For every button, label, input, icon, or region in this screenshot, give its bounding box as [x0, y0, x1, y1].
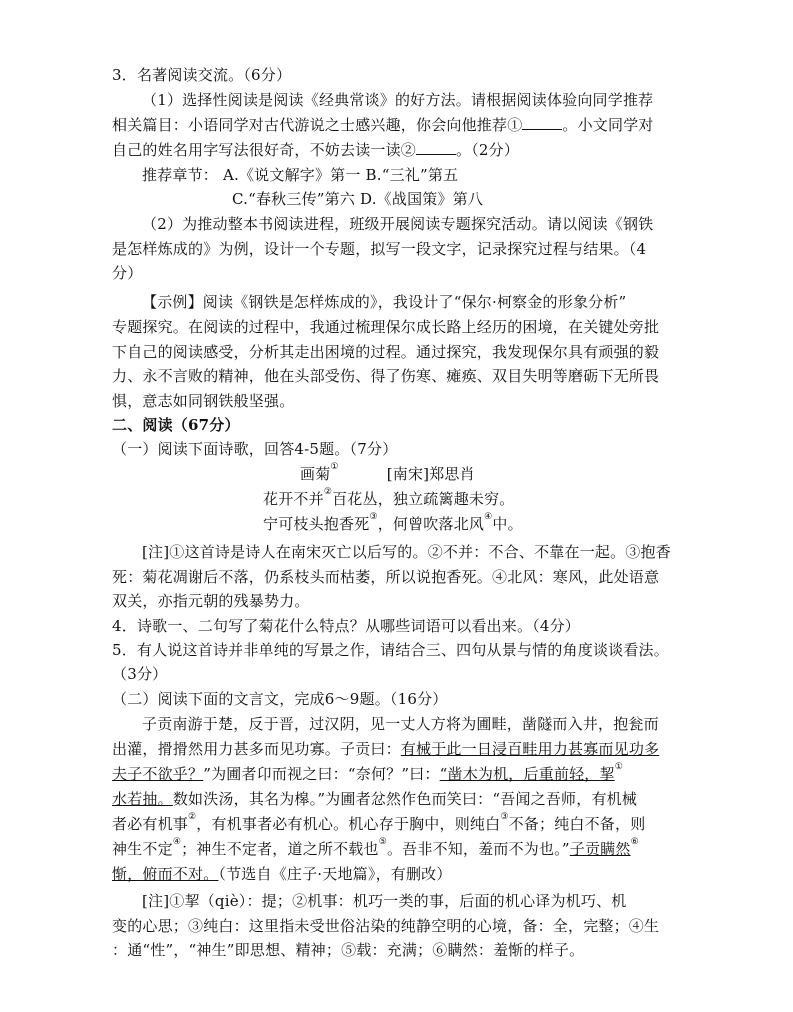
classical-text-line: 出灌，搰搰然用力甚多而见功寡。子贡曰：有械于此一日浸百畦用力甚寡而见功多 — [112, 740, 660, 758]
classical-text-line: 神生不定④；神生不定者，道之所不载也⑤。吾非不知，羞而不为也。”子贡瞒然⑥ — [112, 837, 639, 858]
question-5-score: （3分） — [112, 665, 168, 683]
text-line: 是怎样炼成的》为例，设计一个专题，拟写一段文字，记录探究过程与结果。（4 — [112, 240, 647, 258]
subsection-heading: （二）阅读下面的文言文，完成6～9题。（16分） — [112, 690, 448, 708]
text-line: 分） — [112, 264, 143, 282]
answer-blank-2[interactable] — [416, 140, 456, 155]
note-line: ：通“性”，“神生”即思想、精神；⑤载：充满；⑥瞒然：羞惭的样子。 — [112, 941, 585, 959]
note-line: [注]①挈（qiè）：提；②机事：机巧一类的事，后面的机心译为机巧、机 — [142, 892, 627, 910]
example-line: 专题探究。在阅读的过程中，我通过梳理保尔成长路上经历的困境，在关键处旁批 — [112, 318, 660, 336]
classical-text-line: 者必有机事②，有机事者必有机心。机心存于胸中，则纯白③不备；纯白不备，则 — [112, 812, 646, 833]
note-line: 双关，亦指元朝的残暴势力。 — [112, 592, 310, 610]
example-line: 【示例】阅读《钢铁是怎样炼成的》，我设计了“保尔·柯察金的形象分析” — [142, 293, 627, 311]
question-3-heading: 3．名著阅读交流。（6分） — [112, 66, 292, 84]
answer-blank-1[interactable] — [522, 115, 562, 130]
text-line: （1）选择性阅读是阅读《经典常谈》的好方法。请根据阅读体验向同学推荐 — [142, 91, 654, 109]
text-line: 自己的姓名用字写法很好奇，不妨去读一读② 。（2分） — [112, 141, 520, 159]
text-line: 相关篇目：小语同学对古代游说之士感兴趣，你会向他推荐① 。小文同学对 — [112, 116, 654, 134]
note-line: 死：菊花凋谢后不落，仍系枝头而枯萎，所以说抱香死。④北风：寒风，此处语意 — [112, 568, 660, 586]
question-4: 4．诗歌一、二句写了菊花什么特点？从哪些词语可以看出来。（4分） — [112, 617, 580, 635]
example-line: 下自己的阅读感受，分析其走出困境的过程。通过探究，我发现保尔具有顽强的毅 — [112, 343, 660, 361]
poem-line: 花开不并②百花丛，独立疏篱趣未穷。 — [263, 487, 515, 508]
note-line: 变的心思；③纯白：这里指未受世俗沾染的纯静空明的心境，备：全，完整；④生 — [112, 917, 660, 935]
recommend-options: 推荐章节： A.《说文解字》第一 B.“三礼”第五 — [142, 166, 459, 184]
text-line: （2）为推动整本书阅读进程，班级开展阅读专题探究活动。请以阅读《钢铁 — [142, 215, 654, 233]
recommend-options: C.“春秋三传”第六 D.《战国策》第八 — [232, 190, 484, 208]
example-line: 惧，意志如同钢铁般坚强。 — [112, 392, 295, 410]
poem-title: 画菊① [南宋]郑思肖 — [300, 462, 475, 483]
section-heading: 二、阅读（67分） — [112, 416, 240, 434]
classical-text-line: 夫子不欲乎？”为圃者卬而视之曰：“奈何？”曰：“凿木为机，后重前轻，挈① — [112, 762, 623, 783]
classical-text-line: 子贡南游于楚，反于晋，过汉阴，见一丈人方将为圃畦，凿隧而入井，抱瓮而 — [142, 715, 659, 733]
question-5: 5．有人说这首诗并非单纯的写景之作，请结合三、四句从景与情的角度谈谈看法。 — [112, 641, 669, 659]
subsection-heading: （一）阅读下面诗歌，回答4-5题。（7分） — [112, 440, 398, 458]
note-line: [注]①这首诗是诗人在南宋灭亡以后写的。②不并：不合、不靠在一起。③抱香 — [142, 543, 671, 561]
classical-text-line: 水若抽。数如泆汤，其名为槔。”为圃者忿然作色而笑曰：“吾闻之吾师，有机械 — [112, 790, 638, 808]
poem-line: 宁可枝头抱香死③，何曾吹落北风④中。 — [263, 512, 523, 533]
classical-text-line: 惭，俯而不对。（节选自《庄子·天地篇》，有删改） — [112, 865, 452, 883]
example-line: 力、永不言败的精神，他在头部受伤、得了伤寒、瘫痪、双目失明等磨砺下无所畏 — [112, 367, 660, 385]
